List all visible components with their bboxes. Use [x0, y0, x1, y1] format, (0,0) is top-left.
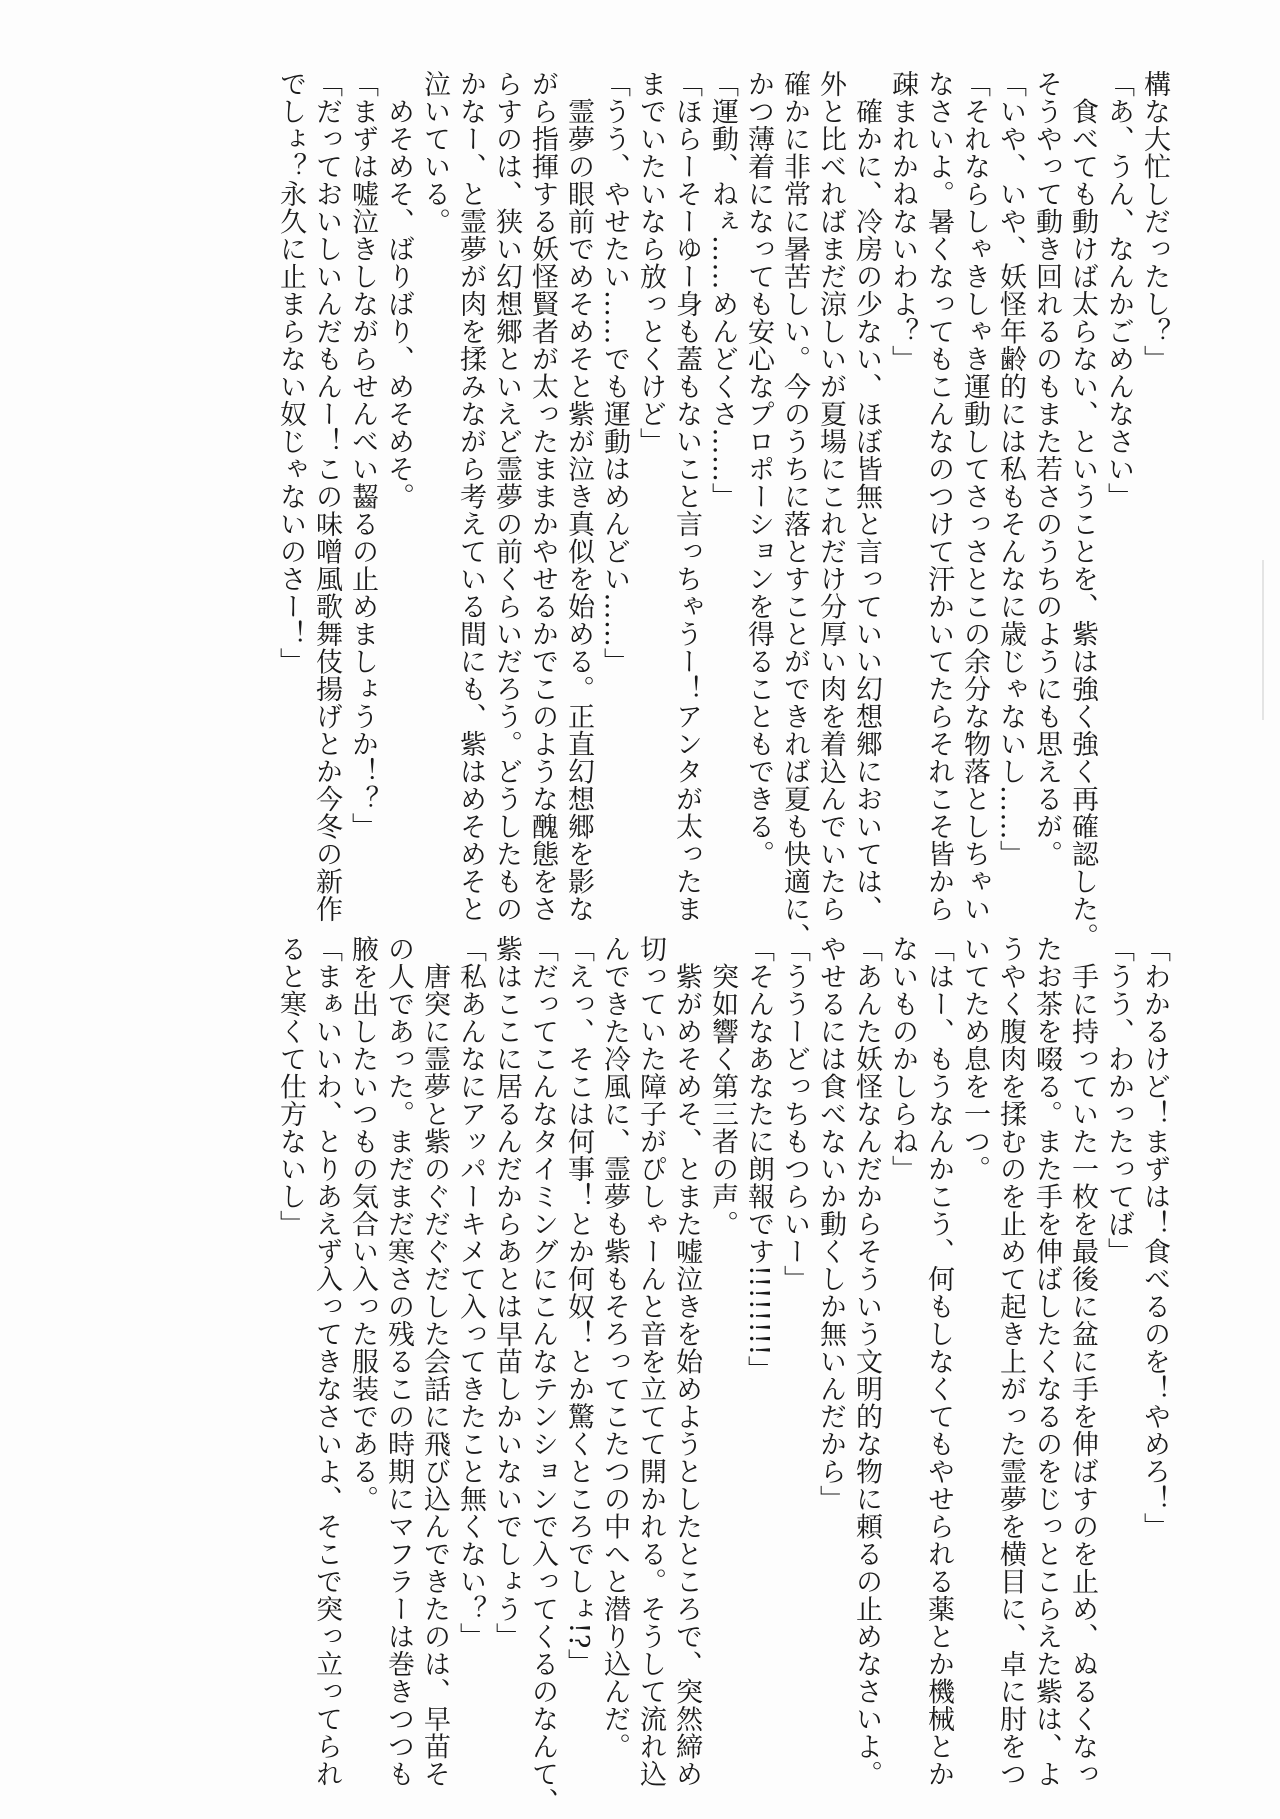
text-line: 「あ、うん、なんかごめんなさい」	[1103, 70, 1134, 510]
text-line: 「まずは嘘泣きしながらせんべい齧るの止めましょうか！？」	[347, 70, 378, 840]
text-line: 疎まれかねないわよ？」	[887, 70, 918, 373]
text-line: 食べても動けば太らない、ということを、紫は強く強く再確認した。	[1067, 70, 1098, 950]
text-line: かなー、と霊夢が肉を揉みながら考えている間にも、紫はめそめそと	[455, 70, 486, 923]
text-line: 紫はここに居るんだからあとは早苗しかいないでしょう」	[491, 935, 522, 1650]
text-line: そうやって動き回れるのもまた若さのうちのようにも思えるが。	[1031, 70, 1062, 868]
text-line: 「えっ、そこは何事！とか何奴！とか驚くところでしょ!?」	[563, 935, 594, 1677]
text-line: たお茶を啜る。また手を伸ばしたくなるのをじっとこらえた紫は、よ	[1031, 935, 1062, 1788]
text-line: 「うう、わかったってば」	[1103, 935, 1134, 1265]
text-line: 確かに非常に暑苦しい。今のうちに落とすことができれば夏も快適に、	[779, 70, 810, 950]
text-line: 「わかるけど！まずは！食べるのを！やめろ！」	[1139, 935, 1170, 1540]
text-line: 霊夢の眼前でめそめそと紫が泣き真似を始める。正直幻想郷を影な	[563, 70, 594, 923]
lower-text-block	[272, 935, 1172, 1815]
text-line: がら指揮する妖怪賢者が太ったままかやせるかでこのような醜態をさ	[527, 70, 558, 923]
text-line: なさいよ。暑くなってもこんなのつけて汗かいてたらそれこそ皆から	[923, 70, 954, 923]
text-line: うやく腹肉を揉むのを止めて起き上がった霊夢を横目に、卓に肘をつ	[995, 935, 1026, 1788]
text-line: いてため息を一つ。	[959, 935, 990, 1183]
text-line: 「はー、もうなんかこう、何もしなくてもやせられる薬とか機械とか	[923, 935, 954, 1788]
text-line: 「ほらーそーゆー身も蓋もないこと言っちゃうー！アンタが太ったま	[671, 70, 702, 923]
text-line: 「私あんなにアッパーキメて入ってきたこと無くない？」	[455, 935, 486, 1650]
text-line: 「それならしゃきしゃき運動してさっさとこの余分な物落としちゃい	[959, 70, 990, 923]
text-line: らすのは、狭い幻想郷といえど霊夢の前くらいだろう。どうしたもの	[491, 70, 522, 923]
text-line: めそめそ、ばりばり、めそめそ。	[383, 70, 414, 510]
text-line: 紫がめそめそ、とまた嘘泣きを始めようとしたところで、突然締め	[671, 935, 702, 1788]
text-line: の人であった。まだまだ寒さの残るこの時期にマフラーは巻きつつも	[383, 935, 414, 1788]
text-line: 外と比べればまだ涼しいが夏場にこれだけ分厚い肉を着込んでいたら	[815, 70, 846, 923]
text-line: 「だってこんなタイミングにこんなテンションで入ってくるのなんて、	[527, 935, 558, 1815]
text-line: 腋を出したいつもの気合い入った服装である。	[347, 935, 378, 1513]
text-line: 唐突に霊夢と紫のぐだぐだした会話に飛び込んできたのは、早苗そ	[419, 935, 450, 1788]
text-line: 「いや、いや、妖怪年齢的には私もそんなに歳じゃないし……」	[995, 70, 1026, 868]
text-line: ないものかしらね」	[887, 935, 918, 1183]
text-line: 「だっておいしいんだもんー！この味噌風歌舞伎揚げとか今冬の新作	[311, 70, 342, 923]
text-line: 「うう、やせたい……でも運動はめんどい……」	[599, 70, 630, 675]
text-line: んできた冷風に、霊夢も紫もそろってこたつの中へと潜り込んだ。	[599, 935, 630, 1760]
text-line: かつ薄着になっても安心なプロポーションを得ることもできる。	[743, 70, 774, 868]
text-line: 切っていた障子がぴしゃーんと音を立てて開かれる。そうして流れ込	[635, 935, 666, 1788]
text-line: 泣いている。	[419, 70, 450, 235]
text-line: やせるには食べないか動くしか無いんだから」	[815, 935, 846, 1513]
text-line: 構な大忙しだったし？」	[1139, 70, 1170, 373]
text-line: 「まぁいいわ、とりあえず入ってきなさいよ、そこで突っ立ってられ	[311, 935, 342, 1788]
upper-text-block	[272, 70, 1172, 950]
text-line: でしょ？永久に止まらない奴じゃないのさー！」	[275, 70, 306, 675]
text-line: 突如響く第三者の声。	[707, 935, 738, 1238]
text-line: 「あんた妖怪なんだからそういう文明的な物に頼るの止めなさいよ。	[851, 935, 882, 1788]
text-line: までいたいなら放っとくけど」	[635, 70, 666, 455]
text-line: 「そんなあなたに朗報です!!!!!!!!」	[743, 935, 774, 1384]
text-line: 確かに、冷房の少ない、ほぼ皆無と言っていい幻想郷においては、	[851, 70, 882, 923]
text-line: 「運動、ねぇ……めんどくさ……」	[707, 70, 738, 510]
scan-edge-mark	[1262, 560, 1264, 720]
text-line: 手に持っていた一枚を最後に盆に手を伸ばすのを止め、ぬるくなっ	[1067, 935, 1098, 1788]
text-line: ると寒くて仕方ないし」	[275, 935, 306, 1238]
text-line: 「ううーどっちもつらいー」	[779, 935, 810, 1293]
